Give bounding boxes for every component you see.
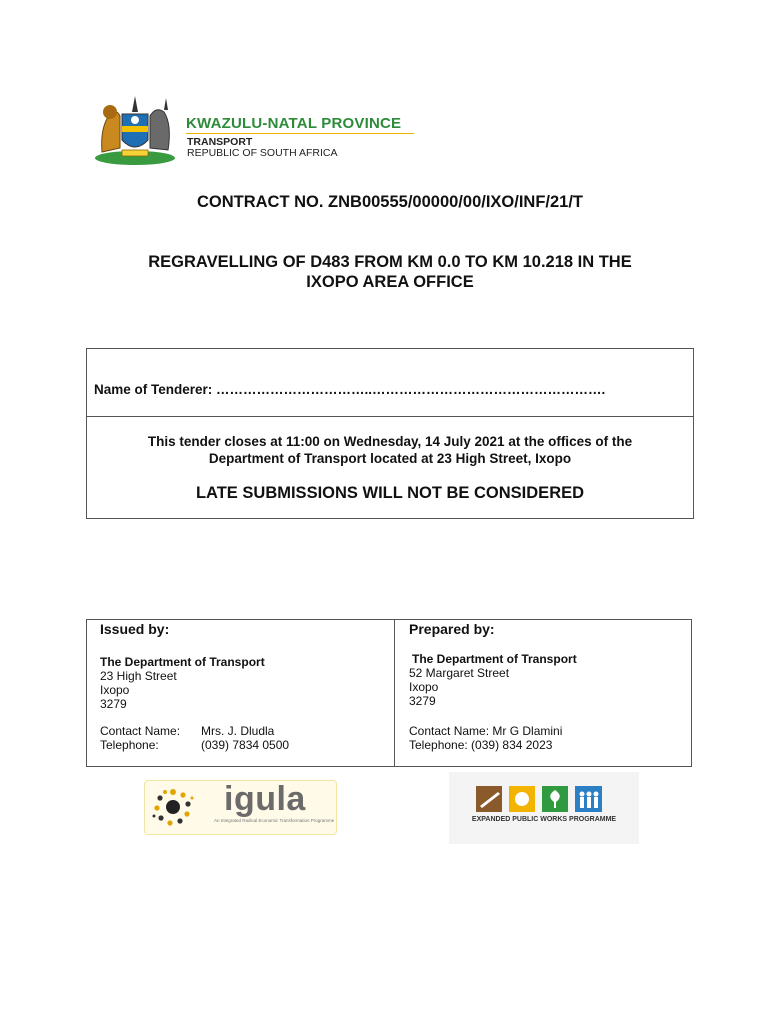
prepared-by-contact: Contact Name: Mr G Dlamini — [409, 724, 563, 738]
prepared-by-street: 52 Margaret Street — [409, 666, 510, 680]
department-name: TRANSPORT — [187, 136, 253, 148]
closing-notice — [96, 433, 684, 467]
issued-prepared-box — [86, 619, 692, 767]
issued-by-contact-label: Contact Name: — [100, 724, 181, 738]
issued-by-telephone: (039) 7834 0500 — [201, 738, 290, 752]
issued-by-telephone-label: Telephone: — [100, 738, 159, 752]
issued-by-city: Ixopo — [100, 683, 130, 697]
project-title — [80, 252, 700, 292]
issued-by-street: 23 High Street — [100, 669, 177, 683]
closing-notice-line-1: This tender closes at 11:00 on Wednesday, 14 July 2021 at the offices of the — [147, 434, 633, 449]
prepared-by-telephone: Telephone: (039) 834 2023 — [409, 738, 553, 752]
contract-number-heading: CONTRACT NO. ZNB00555/00000/00/IXO/INF/21/T — [196, 193, 584, 211]
project-title-line-2: IXOPO AREA OFFICE — [306, 273, 474, 291]
issued-by-heading: Issued by: — [100, 621, 170, 637]
igula-dots-icon — [152, 786, 194, 828]
issued-prepared-divider — [394, 619, 395, 767]
issued-by-postal-code: 3279 — [100, 697, 127, 711]
epwp-pictogram-icons — [476, 786, 602, 812]
igula-wordmark: igula — [224, 780, 306, 818]
issued-by-contact-name: Mrs. J. Dludla — [201, 724, 275, 738]
prepared-by-heading: Prepared by: — [409, 621, 495, 637]
country-name: REPUBLIC OF SOUTH AFRICA — [187, 147, 338, 159]
late-submissions-notice: LATE SUBMISSIONS WILL NOT BE CONSIDERED — [195, 484, 585, 502]
issued-by-department: The Department of Transport — [100, 655, 265, 669]
prepared-by-city: Ixopo — [409, 680, 439, 694]
kzn-coat-of-arms-logo — [92, 92, 178, 168]
prepared-by-department: The Department of Transport — [412, 652, 577, 666]
closing-notice-line-2: Department of Transport located at 23 High Street, Ixopo — [208, 451, 572, 466]
project-title-line-1: REGRAVELLING OF D483 FROM KM 0.0 TO KM 10.218 IN THE — [148, 253, 632, 271]
tender-box-divider — [86, 416, 694, 417]
province-name: KWAZULU-NATAL PROVINCE — [186, 115, 402, 132]
epwp-caption: EXPANDED PUBLIC WORKS PROGRAMME — [471, 816, 617, 823]
tenderer-name-field: Name of Tenderer: ……………………………..……………………………………………. — [94, 382, 606, 397]
igula-tagline: An Integrated Radical Economic Transformation Programme — [214, 818, 335, 823]
header-divider — [186, 133, 414, 134]
prepared-by-postal-code: 3279 — [409, 694, 436, 708]
